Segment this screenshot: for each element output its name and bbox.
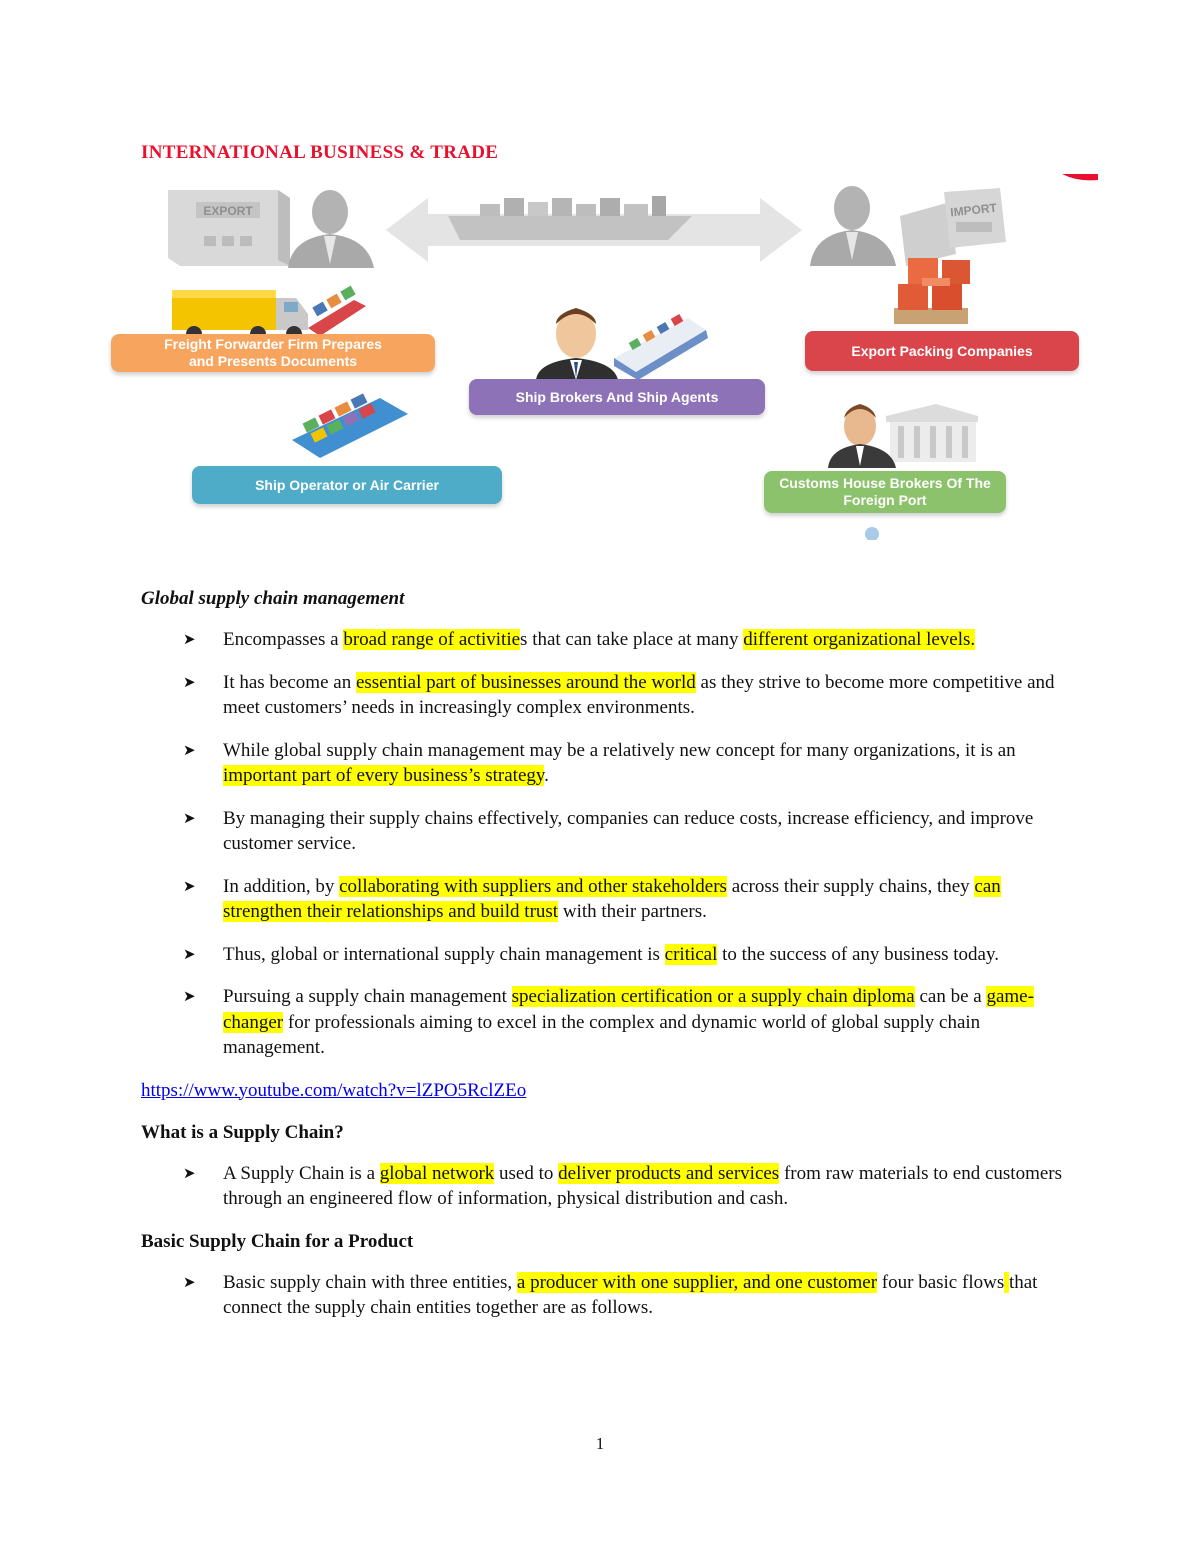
bullet-text: s that can take place at many: [520, 629, 744, 650]
bullet-arrow-icon: ➤: [183, 944, 196, 963]
bullet-text: as they strive to become more competitive and meet customers’ needs in increasingly complex environments.: [223, 671, 1055, 718]
bullet-item: [141, 670, 1071, 721]
export-box-label: EXPORT: [203, 204, 253, 218]
document-body: [141, 588, 1071, 1321]
bullet-item: [141, 1270, 1071, 1321]
highlighted-text: critical: [664, 943, 718, 965]
bullet-item: [141, 874, 1071, 925]
bullet-item: [141, 806, 1071, 857]
bullet-text: with their partners.: [558, 901, 707, 922]
bullet-item: [141, 627, 1071, 653]
basic-supply-chain-heading: Basic Supply Chain for a Product: [141, 1230, 414, 1252]
bullet-arrow-icon: ➤: [183, 808, 196, 827]
bullet-text: A Supply Chain is a: [223, 1162, 380, 1184]
cargo-ship-icon: [308, 286, 366, 336]
what-is-supply-chain-heading: What is a Supply Chain?: [141, 1121, 344, 1143]
export-box-icon: [168, 190, 290, 266]
highlighted-text: a producer with one supplier, and one customer: [516, 1271, 878, 1293]
importer-person-icon: [810, 186, 896, 266]
bullet-item: [141, 984, 1071, 1061]
trade-arrow-icon: [386, 196, 802, 262]
bullet-arrow-icon: ➤: [183, 1163, 196, 1182]
highlighted-text: global network: [379, 1162, 495, 1184]
bullet-arrow-icon: ➤: [183, 987, 196, 1005]
basic-bullet-list: [141, 1270, 1071, 1321]
highlighted-text: collaborating with suppliers and other stakeholders: [339, 875, 727, 897]
exporter-person-icon: [288, 190, 374, 268]
freight-forwarder-label: Freight Forwarder Firm Prepares and Presents Documents: [111, 334, 435, 372]
highlighted-text: essential part of businesses around the world: [355, 671, 696, 693]
bullet-text: Encompasses a: [223, 629, 344, 650]
bullet-text: Thus, global or international supply chain management is: [223, 943, 665, 965]
import-box-icon: [900, 188, 1006, 266]
bullet-text: for professionals aiming to excel in the complex and dynamic world of global supply chain management.: [223, 1011, 981, 1058]
bullet-text: In addition, by: [223, 875, 340, 897]
highlighted-text: can strengthen their relationships and build trust: [223, 875, 1001, 922]
bullet-item: [141, 738, 1071, 789]
ship-broker-person-icon: [536, 308, 618, 380]
import-box-label: IMPORT: [949, 200, 998, 220]
highlighted-text: deliver products and services: [558, 1162, 780, 1184]
bullet-text: used to: [494, 1162, 559, 1184]
bullet-text: four basic flows: [877, 1271, 1005, 1293]
bullet-arrow-icon: ➤: [183, 672, 196, 691]
bullet-item: [141, 1161, 1071, 1212]
bullet-arrow-icon: ➤: [183, 1272, 196, 1291]
bullet-item: [141, 942, 1071, 968]
what-bullet-list: [141, 1161, 1071, 1212]
youtube-link[interactable]: https://www.youtube.com/watch?v=lZPO5RclZEo: [141, 1079, 527, 1101]
ship-brokers-label: Ship Brokers And Ship Agents: [469, 379, 765, 415]
customs-brokers-label: Customs House Brokers Of The Foreign Port: [764, 471, 1006, 513]
global-bullet-list: [141, 627, 1071, 1061]
bullet-arrow-icon: ➤: [183, 630, 196, 648]
bullet-text: can be a: [914, 986, 987, 1007]
bullet-text: that connect the supply chain entities together are as follows.: [223, 1271, 1038, 1318]
page-number: 1: [595, 1434, 605, 1453]
bullet-text: While global supply chain management may be a relatively new concept for many organizations, it is an: [223, 739, 1016, 761]
bullet-arrow-icon: ➤: [183, 740, 196, 759]
bullet-text: to the success of any business today.: [717, 943, 1000, 965]
bullet-text: By managing their supply chains effectively, companies can reduce costs, increase efficiency, and improve customer service.: [223, 807, 1034, 854]
page-title: INTERNATIONAL BUSINESS & TRADE: [141, 142, 499, 163]
bullet-arrow-icon: ➤: [183, 876, 196, 895]
highlighted-text: important part of every business’s strategy: [223, 765, 545, 786]
bullet-text: Basic supply chain with three entities,: [223, 1271, 517, 1293]
packing-boxes-icon: [894, 258, 970, 324]
bullet-text: from raw materials to end customers through an engineered flow of information, physical distribution and cash.: [223, 1162, 1063, 1209]
customs-building-icon: [886, 404, 978, 462]
highlighted-text: broad range of activitie: [343, 629, 521, 650]
bullet-text: across their supply chains, they: [726, 875, 975, 897]
highlighted-text: different organizational levels.: [743, 629, 976, 650]
broker-ship-icon: [614, 314, 708, 380]
highlighted-text: specialization certification or a supply chain diploma: [511, 986, 915, 1007]
container-ship-icon: [292, 393, 408, 458]
export-packing-label: Export Packing Companies: [805, 331, 1079, 371]
bullet-text: It has become an: [223, 671, 356, 693]
bullet-text: .: [544, 765, 549, 786]
ship-operator-label: Ship Operator or Air Carrier: [192, 466, 502, 504]
bullet-text: Pursuing a supply chain management: [223, 986, 512, 1007]
highlighted-text: game-changer: [223, 986, 1034, 1033]
trade-diagram: [108, 168, 1098, 540]
customs-person-icon: [828, 404, 896, 468]
global-supply-chain-heading: Global supply chain management: [141, 588, 405, 609]
